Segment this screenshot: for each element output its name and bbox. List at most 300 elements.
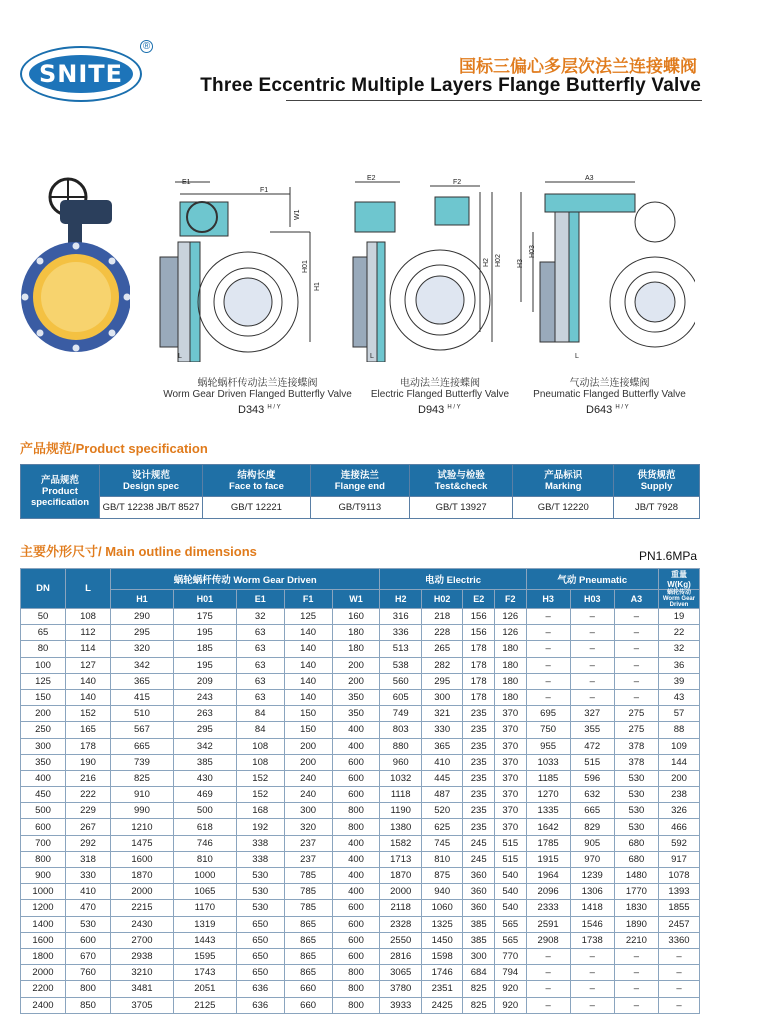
col-a3: A3 bbox=[614, 590, 658, 609]
table-cell: – bbox=[659, 981, 700, 997]
table-cell: 63 bbox=[236, 689, 284, 705]
table-cell: 178 bbox=[463, 689, 495, 705]
table-row bbox=[21, 625, 700, 641]
table-cell: – bbox=[526, 689, 570, 705]
table-cell: 592 bbox=[659, 835, 700, 851]
table-cell: 445 bbox=[421, 770, 462, 786]
dim-a3-label: A3 bbox=[585, 175, 594, 182]
table-cell: 152 bbox=[236, 787, 284, 803]
table-cell: 2000 bbox=[380, 884, 421, 900]
table-cell: 760 bbox=[66, 965, 111, 981]
table-cell: 2333 bbox=[526, 900, 570, 916]
table-cell: 178 bbox=[66, 738, 111, 754]
dimensions-heading: 主要外形尺寸/ Main outline dimensions bbox=[20, 544, 257, 559]
spec-col-supply: 供货规范 Supply bbox=[614, 465, 700, 497]
table-cell: 470 bbox=[66, 900, 111, 916]
spec-value-face: GB/T 12221 bbox=[203, 497, 311, 519]
table-cell: 350 bbox=[21, 754, 66, 770]
table-row bbox=[21, 948, 700, 964]
table-cell: 229 bbox=[66, 803, 111, 819]
table-cell: 338 bbox=[236, 835, 284, 851]
table-cell: 600 bbox=[332, 932, 380, 948]
table-cell: 785 bbox=[284, 900, 332, 916]
table-cell: 235 bbox=[463, 706, 495, 722]
table-cell: 1078 bbox=[659, 868, 700, 884]
table-cell: 190 bbox=[66, 754, 111, 770]
table-cell: 209 bbox=[173, 673, 236, 689]
table-cell: 960 bbox=[380, 754, 421, 770]
dim-h01-label: H01 bbox=[302, 260, 309, 273]
table-cell: 513 bbox=[380, 641, 421, 657]
table-row bbox=[21, 738, 700, 754]
table-cell: 800 bbox=[332, 965, 380, 981]
spec-value-supply: JB/T 7928 bbox=[614, 497, 700, 519]
table-cell: 235 bbox=[463, 722, 495, 738]
table-cell: 300 bbox=[463, 948, 495, 964]
table-cell: 600 bbox=[332, 770, 380, 786]
table-cell: 32 bbox=[236, 609, 284, 625]
table-cell: 140 bbox=[284, 657, 332, 673]
table-row bbox=[21, 706, 700, 722]
table-cell: 515 bbox=[494, 835, 526, 851]
table-cell: 282 bbox=[421, 657, 462, 673]
table-cell: 684 bbox=[463, 965, 495, 981]
model-d343: D343 $^{H / Y}$ bbox=[238, 404, 281, 416]
table-row bbox=[21, 803, 700, 819]
table-cell: – bbox=[659, 997, 700, 1013]
table-cell: 200 bbox=[284, 754, 332, 770]
spec-col-test: 试验与检验 Test&check bbox=[409, 465, 513, 497]
table-row bbox=[21, 722, 700, 738]
caption-pneumatic-en: Pneumatic Flanged Butterfly Valve bbox=[533, 389, 686, 400]
table-cell: 600 bbox=[66, 932, 111, 948]
table-cell: 235 bbox=[463, 787, 495, 803]
table-cell: 235 bbox=[463, 819, 495, 835]
table-cell: 370 bbox=[494, 770, 526, 786]
table-cell: 910 bbox=[111, 787, 174, 803]
table-cell: 400 bbox=[332, 738, 380, 754]
table-cell: 195 bbox=[173, 657, 236, 673]
table-cell: 567 bbox=[111, 722, 174, 738]
model-d943: D943 $^{H / Y}$ bbox=[418, 404, 461, 416]
table-cell: – bbox=[526, 673, 570, 689]
table-cell: 140 bbox=[284, 689, 332, 705]
table-cell: 2430 bbox=[111, 916, 174, 932]
table-cell: 1642 bbox=[526, 819, 570, 835]
table-cell: 810 bbox=[173, 851, 236, 867]
table-cell: 3210 bbox=[111, 965, 174, 981]
table-cell: 200 bbox=[332, 657, 380, 673]
table-cell: – bbox=[570, 673, 614, 689]
dim-h1-label: H1 bbox=[314, 282, 321, 291]
table-cell: 63 bbox=[236, 657, 284, 673]
table-cell: 222 bbox=[66, 787, 111, 803]
table-row bbox=[21, 754, 700, 770]
table-cell: 3065 bbox=[380, 965, 421, 981]
table-cell: 125 bbox=[21, 673, 66, 689]
table-cell: 410 bbox=[66, 884, 111, 900]
table-cell: 430 bbox=[173, 770, 236, 786]
table-cell: 700 bbox=[21, 835, 66, 851]
table-cell: 370 bbox=[494, 787, 526, 803]
table-cell: 330 bbox=[66, 868, 111, 884]
table-cell: 195 bbox=[173, 625, 236, 641]
table-cell: 365 bbox=[111, 673, 174, 689]
table-cell: 1443 bbox=[173, 932, 236, 948]
table-cell: 290 bbox=[111, 609, 174, 625]
pneumatic-valve-drawing bbox=[515, 172, 695, 362]
table-cell: 19 bbox=[659, 609, 700, 625]
table-cell: 1598 bbox=[421, 948, 462, 964]
spec-value-marking: GB/T 12220 bbox=[513, 497, 614, 519]
table-cell: 235 bbox=[463, 738, 495, 754]
table-cell: 1480 bbox=[614, 868, 658, 884]
col-h3: H3 bbox=[526, 590, 570, 609]
dim-h3-label: H3 bbox=[517, 259, 524, 268]
table-cell: 1200 bbox=[21, 900, 66, 916]
table-cell: 84 bbox=[236, 722, 284, 738]
table-cell: 140 bbox=[66, 673, 111, 689]
table-cell: 320 bbox=[284, 819, 332, 835]
table-cell: – bbox=[614, 673, 658, 689]
table-cell: 565 bbox=[494, 916, 526, 932]
table-cell: 565 bbox=[494, 932, 526, 948]
table-cell: 680 bbox=[614, 851, 658, 867]
table-cell: 500 bbox=[21, 803, 66, 819]
table-cell: 1418 bbox=[570, 900, 614, 916]
table-cell: 3780 bbox=[380, 981, 421, 997]
table-cell: – bbox=[614, 689, 658, 705]
table-cell: 216 bbox=[66, 770, 111, 786]
spec-col-design: 设计规范 Design spec bbox=[100, 465, 203, 497]
table-cell: 600 bbox=[332, 754, 380, 770]
table-cell: 785 bbox=[284, 868, 332, 884]
table-cell: 175 bbox=[173, 609, 236, 625]
table-cell: 100 bbox=[21, 657, 66, 673]
table-cell: 1170 bbox=[173, 900, 236, 916]
table-cell: 326 bbox=[659, 803, 700, 819]
group-pneumatic: 气动 Pneumatic bbox=[526, 569, 658, 590]
table-cell: 200 bbox=[332, 673, 380, 689]
col-f1: F1 bbox=[284, 590, 332, 609]
col-dn: DN bbox=[21, 569, 66, 609]
table-cell: 114 bbox=[66, 641, 111, 657]
table-cell: 636 bbox=[236, 981, 284, 997]
table-cell: – bbox=[570, 625, 614, 641]
table-cell: 400 bbox=[332, 722, 380, 738]
table-cell: 605 bbox=[380, 689, 421, 705]
table-cell: – bbox=[659, 965, 700, 981]
table-cell: 140 bbox=[284, 625, 332, 641]
table-cell: 1770 bbox=[614, 884, 658, 900]
table-cell: 880 bbox=[380, 738, 421, 754]
table-cell: 267 bbox=[66, 819, 111, 835]
table-cell: 370 bbox=[494, 803, 526, 819]
table-cell: 400 bbox=[332, 884, 380, 900]
registered-mark: ® bbox=[140, 40, 153, 53]
table-cell: – bbox=[570, 657, 614, 673]
table-cell: 2351 bbox=[421, 981, 462, 997]
table-cell: 2000 bbox=[111, 884, 174, 900]
caption-electric-en: Electric Flanged Butterfly Valve bbox=[370, 389, 510, 400]
table-cell: 1319 bbox=[173, 916, 236, 932]
table-cell: 650 bbox=[236, 948, 284, 964]
spec-value-design: GB/T 12238 JB/T 8527 bbox=[100, 497, 203, 519]
table-cell: 3481 bbox=[111, 981, 174, 997]
table-row bbox=[21, 787, 700, 803]
table-cell: 228 bbox=[421, 625, 462, 641]
table-cell: 275 bbox=[614, 706, 658, 722]
col-l: L bbox=[66, 569, 111, 609]
table-cell: 400 bbox=[21, 770, 66, 786]
table-cell: 63 bbox=[236, 673, 284, 689]
table-cell: 990 bbox=[111, 803, 174, 819]
table-cell: 168 bbox=[236, 803, 284, 819]
table-cell: 180 bbox=[494, 641, 526, 657]
table-row bbox=[21, 673, 700, 689]
table-cell: 1325 bbox=[421, 916, 462, 932]
table-cell: 1785 bbox=[526, 835, 570, 851]
table-cell: – bbox=[570, 948, 614, 964]
table-cell: 825 bbox=[463, 997, 495, 1013]
table-cell: 2816 bbox=[380, 948, 421, 964]
table-row bbox=[21, 819, 700, 835]
table-cell: 680 bbox=[614, 835, 658, 851]
table-cell: 84 bbox=[236, 706, 284, 722]
table-cell: 292 bbox=[66, 835, 111, 851]
table-cell: 530 bbox=[614, 819, 658, 835]
table-row bbox=[21, 641, 700, 657]
table-cell: 1000 bbox=[21, 884, 66, 900]
table-cell: 800 bbox=[21, 851, 66, 867]
table-cell: – bbox=[526, 948, 570, 964]
table-cell: 596 bbox=[570, 770, 614, 786]
table-cell: 800 bbox=[332, 803, 380, 819]
table-cell: 125 bbox=[284, 609, 332, 625]
table-cell: 200 bbox=[284, 738, 332, 754]
table-cell: 500 bbox=[173, 803, 236, 819]
caption-electric-cn: 电动法兰连接蝶阀 bbox=[400, 378, 480, 389]
table-row bbox=[21, 965, 700, 981]
table-cell: 1855 bbox=[659, 900, 700, 916]
table-cell: 520 bbox=[421, 803, 462, 819]
dim-l-label: L bbox=[178, 353, 182, 360]
table-cell: 1738 bbox=[570, 932, 614, 948]
table-cell: – bbox=[614, 641, 658, 657]
table-cell: 875 bbox=[421, 868, 462, 884]
table-cell: 43 bbox=[659, 689, 700, 705]
table-cell: 126 bbox=[494, 609, 526, 625]
col-weight-sub: 蜗轮传动 Worm Gear Driven bbox=[659, 590, 700, 609]
table-cell: 342 bbox=[111, 657, 174, 673]
table-cell: 126 bbox=[494, 625, 526, 641]
table-cell: 57 bbox=[659, 706, 700, 722]
table-cell: 360 bbox=[463, 868, 495, 884]
table-cell: 400 bbox=[332, 835, 380, 851]
table-cell: 2051 bbox=[173, 981, 236, 997]
table-cell: 400 bbox=[332, 851, 380, 867]
table-cell: – bbox=[614, 965, 658, 981]
table-cell: 265 bbox=[421, 641, 462, 657]
table-cell: – bbox=[570, 965, 614, 981]
table-cell: 22 bbox=[659, 625, 700, 641]
dim-l2-label: L bbox=[370, 353, 374, 360]
table-cell: 385 bbox=[463, 916, 495, 932]
table-cell: 650 bbox=[236, 916, 284, 932]
table-cell: 178 bbox=[463, 641, 495, 657]
table-cell: 2400 bbox=[21, 997, 66, 1013]
table-cell: 1595 bbox=[173, 948, 236, 964]
table-cell: 1400 bbox=[21, 916, 66, 932]
table-cell: 670 bbox=[66, 948, 111, 964]
table-cell: 178 bbox=[463, 673, 495, 689]
table-cell: – bbox=[526, 657, 570, 673]
table-cell: 275 bbox=[614, 722, 658, 738]
col-h1: H1 bbox=[111, 590, 174, 609]
table-cell: 1032 bbox=[380, 770, 421, 786]
worm-gear-valve-drawing bbox=[150, 172, 325, 362]
table-cell: 370 bbox=[494, 738, 526, 754]
table-cell: 336 bbox=[380, 625, 421, 641]
table-cell: 530 bbox=[614, 787, 658, 803]
valve-photo bbox=[18, 172, 130, 357]
table-cell: 1210 bbox=[111, 819, 174, 835]
table-cell: 1546 bbox=[570, 916, 614, 932]
title-chinese: 国标三偏心多层次法兰连接蝶阀 bbox=[459, 57, 697, 76]
table-cell: 829 bbox=[570, 819, 614, 835]
table-cell: 243 bbox=[173, 689, 236, 705]
table-cell: 1743 bbox=[173, 965, 236, 981]
table-cell: 355 bbox=[570, 722, 614, 738]
table-cell: 150 bbox=[284, 706, 332, 722]
dim-e1-label: E1 bbox=[182, 179, 191, 186]
dim-h02-label: H02 bbox=[495, 254, 502, 267]
table-cell: 200 bbox=[21, 706, 66, 722]
table-cell: 108 bbox=[236, 738, 284, 754]
table-cell: 1450 bbox=[421, 932, 462, 948]
table-cell: 180 bbox=[332, 641, 380, 657]
table-cell: 150 bbox=[284, 722, 332, 738]
table-cell: 400 bbox=[332, 868, 380, 884]
table-cell: 660 bbox=[284, 981, 332, 997]
caption-worm-gear bbox=[150, 374, 365, 400]
table-cell: 295 bbox=[173, 722, 236, 738]
table-cell: 600 bbox=[332, 916, 380, 932]
table-cell: 636 bbox=[236, 997, 284, 1013]
table-cell: 2096 bbox=[526, 884, 570, 900]
table-cell: – bbox=[526, 625, 570, 641]
table-cell: 263 bbox=[173, 706, 236, 722]
table-cell: – bbox=[570, 641, 614, 657]
table-cell: 660 bbox=[284, 997, 332, 1013]
table-cell: 1065 bbox=[173, 884, 236, 900]
table-cell: 50 bbox=[21, 609, 66, 625]
table-cell: 625 bbox=[421, 819, 462, 835]
table-cell: 865 bbox=[284, 932, 332, 948]
table-cell: 237 bbox=[284, 851, 332, 867]
table-cell: 2215 bbox=[111, 900, 174, 916]
table-cell: 327 bbox=[570, 706, 614, 722]
table-cell: 1393 bbox=[659, 884, 700, 900]
table-cell: 250 bbox=[21, 722, 66, 738]
table-cell: 600 bbox=[332, 787, 380, 803]
table-cell: 3705 bbox=[111, 997, 174, 1013]
table-cell: 410 bbox=[421, 754, 462, 770]
table-cell: 665 bbox=[570, 803, 614, 819]
table-cell: 665 bbox=[111, 738, 174, 754]
caption-pneumatic-cn: 气动法兰连接蝶阀 bbox=[569, 378, 650, 389]
caption-electric bbox=[360, 374, 520, 400]
table-cell: 746 bbox=[173, 835, 236, 851]
table-cell: 487 bbox=[421, 787, 462, 803]
caption-worm-gear-en: Worm Gear Driven Flanged Butterfly Valve bbox=[163, 389, 352, 400]
table-cell: 350 bbox=[332, 706, 380, 722]
table-cell: 450 bbox=[21, 787, 66, 803]
table-cell: 800 bbox=[332, 997, 380, 1013]
table-cell: 112 bbox=[66, 625, 111, 641]
table-cell: 1600 bbox=[111, 851, 174, 867]
table-cell: 108 bbox=[66, 609, 111, 625]
table-cell: 1380 bbox=[380, 819, 421, 835]
table-cell: 920 bbox=[494, 981, 526, 997]
table-cell: 330 bbox=[421, 722, 462, 738]
spec-side-header: 产品规范 Product specification bbox=[21, 465, 100, 519]
table-cell: 185 bbox=[173, 641, 236, 657]
table-cell: 955 bbox=[526, 738, 570, 754]
table-cell: 160 bbox=[332, 609, 380, 625]
table-cell: 2700 bbox=[111, 932, 174, 948]
dim-h2-label: H2 bbox=[483, 258, 490, 267]
table-cell: 1000 bbox=[173, 868, 236, 884]
company-logo bbox=[20, 46, 142, 102]
col-h03: H03 bbox=[570, 590, 614, 609]
table-cell: 240 bbox=[284, 770, 332, 786]
table-cell: 1270 bbox=[526, 787, 570, 803]
table-cell: 1830 bbox=[614, 900, 658, 916]
table-cell: 237 bbox=[284, 835, 332, 851]
model-d643: D643 $^{H / Y}$ bbox=[586, 404, 629, 416]
table-row bbox=[21, 932, 700, 948]
table-cell: 1190 bbox=[380, 803, 421, 819]
table-cell: 1746 bbox=[421, 965, 462, 981]
table-cell: 2457 bbox=[659, 916, 700, 932]
table-cell: 109 bbox=[659, 738, 700, 754]
table-cell: 318 bbox=[66, 851, 111, 867]
table-cell: 360 bbox=[463, 900, 495, 916]
table-cell: 192 bbox=[236, 819, 284, 835]
table-cell: 2210 bbox=[614, 932, 658, 948]
table-row bbox=[21, 689, 700, 705]
table-cell: 378 bbox=[614, 754, 658, 770]
table-cell: 1600 bbox=[21, 932, 66, 948]
table-row bbox=[21, 981, 700, 997]
table-cell: 850 bbox=[66, 997, 111, 1013]
table-row bbox=[21, 835, 700, 851]
table-cell: 2908 bbox=[526, 932, 570, 948]
table-cell: 108 bbox=[236, 754, 284, 770]
dim-l3-label: L bbox=[575, 353, 579, 360]
table-cell: 900 bbox=[21, 868, 66, 884]
table-row bbox=[21, 868, 700, 884]
table-cell: 540 bbox=[494, 868, 526, 884]
table-cell: 1118 bbox=[380, 787, 421, 803]
table-cell: 152 bbox=[66, 706, 111, 722]
table-cell: 920 bbox=[494, 997, 526, 1013]
table-cell: – bbox=[526, 609, 570, 625]
table-cell: 560 bbox=[380, 673, 421, 689]
table-row bbox=[21, 900, 700, 916]
table-cell: 695 bbox=[526, 706, 570, 722]
